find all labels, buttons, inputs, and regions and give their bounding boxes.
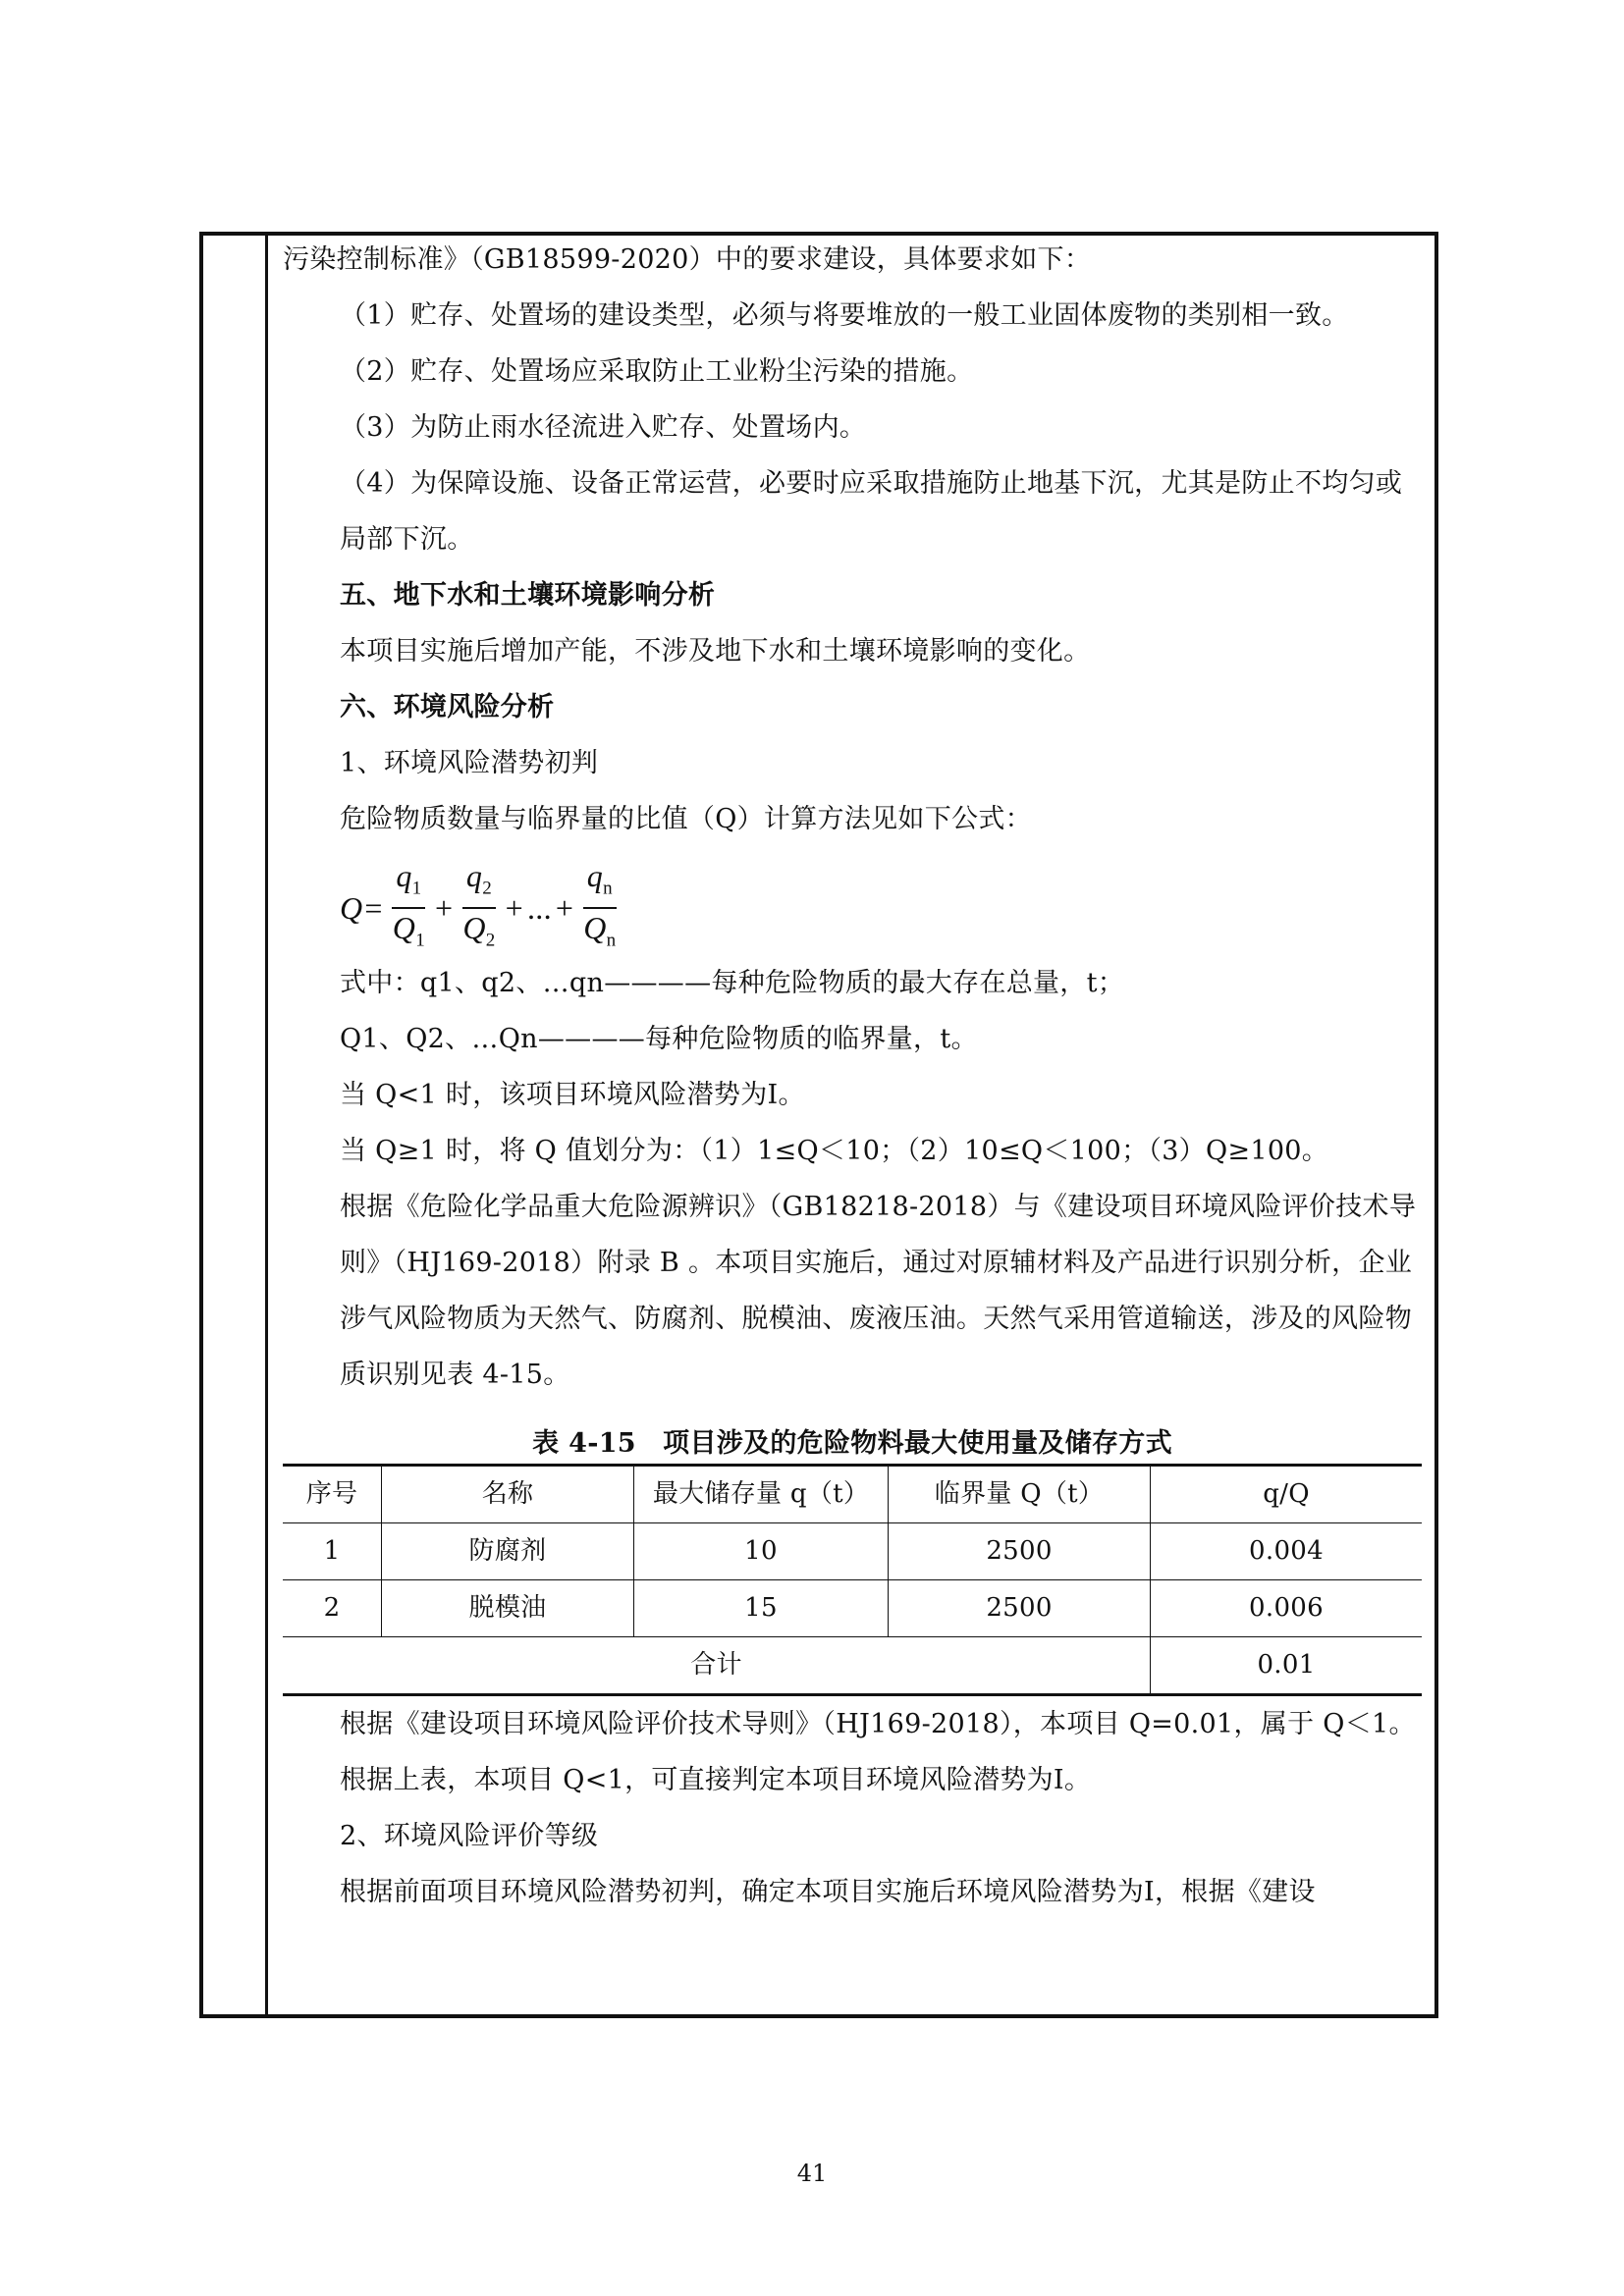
q-formula [283, 847, 1422, 955]
table-cell: 脱模油 [382, 1580, 634, 1637]
paragraph: 本项目实施后增加产能，不涉及地下水和土壤环境影响的变化。 [340, 636, 1091, 667]
table-cell: 10 [634, 1523, 889, 1580]
paragraph: 根据《危险化学品重大危险源辨识》（GB18218-2018）与《建设项目环境风险评价技术导则》（HJ169-2018）附录 B 。本项目实施后，通过对原辅材料及产品进行识别分析，企业涉气风险物质为天然气、防腐剂、脱模油、废液压油。天然气采用管道输送，涉及的风险物质识别见表 4-15。 [340, 1192, 1417, 1390]
paragraph: 当 Q≥1 时，将 Q 值划分为：（1）1≤Q＜10；（2）10≤Q＜100；（3）Q≥100。 [340, 1136, 1329, 1166]
formula-subscript: n [603, 878, 613, 899]
formula-subscript: 2 [482, 878, 493, 899]
formula-plus: + [555, 889, 574, 926]
column-header: q/Q [1151, 1466, 1423, 1523]
table-cell: 1 [283, 1523, 382, 1580]
table-cell: 0.006 [1151, 1580, 1423, 1637]
paragraph: 根据上表，本项目 Q<1，可直接判定本项目环境风险潜势为Ⅰ。 [340, 1765, 1092, 1795]
formula-plus: + [505, 889, 523, 926]
paragraph: 当 Q<1 时，该项目环境风险潜势为Ⅰ。 [340, 1080, 805, 1110]
paragraph: 污染控制标准》（GB18599-2020）中的要求建设，具体要求如下： [283, 244, 1092, 275]
requirement-4: （4）为保障设施、设备正常运营，必要时应采取措施防止地基下沉，尤其是防止不均匀或局部下沉。 [340, 468, 1403, 555]
table-cell: 2500 [889, 1580, 1151, 1637]
formula-fraction-n [579, 857, 620, 960]
table-cell: 防腐剂 [382, 1523, 634, 1580]
formula-legend-Q: Q1、Q2、…Qn————每种危险物质的临界量，t。 [340, 1024, 978, 1054]
requirement-1: （1）贮存、处置场的建设类型，必须与将要堆放的一般工业固体废物的类别相一致。 [340, 300, 1349, 331]
formula-denominator: Q [462, 910, 486, 946]
table-total-row [283, 1637, 1422, 1695]
formula-fraction-1 [389, 857, 429, 960]
table-cell: 0.004 [1151, 1523, 1423, 1580]
table-cell: 2500 [889, 1523, 1151, 1580]
formula-lhs: Q [340, 889, 363, 926]
page-number: 41 [796, 2160, 828, 2187]
table-caption: 表 4-15 项目涉及的危险物料最大使用量及储存方式 [532, 1428, 1172, 1459]
formula-fraction-2 [459, 857, 499, 960]
table-row [283, 1580, 1422, 1637]
formula-denominator: Q [392, 910, 416, 946]
column-header: 最大储存量 q（t） [634, 1466, 889, 1523]
formula-legend-q: 式中：q1、q2、…qn————每种危险物质的最大存在总量，t； [340, 968, 1125, 998]
column-header: 名称 [382, 1466, 634, 1523]
paragraph: 根据《建设项目环境风险评价技术导则》（HJ169-2018），本项目 Q=0.01，属于 Q＜1。 [340, 1709, 1416, 1739]
hazard-table [283, 1464, 1422, 1696]
section-heading-groundwater: 五、地下水和土壤环境影响分析 [340, 580, 716, 611]
subheading-risk-level: 2、环境风险评价等级 [340, 1821, 599, 1851]
requirement-3: （3）为防止雨水径流进入贮存、处置场内。 [340, 412, 867, 443]
formula-subscript: 1 [415, 930, 426, 951]
frame-divider [265, 232, 268, 2018]
formula-subscript: 1 [411, 878, 422, 899]
table-cell: 2 [283, 1580, 382, 1637]
column-header: 临界量 Q（t） [889, 1466, 1151, 1523]
formula-numerator: q [396, 858, 412, 893]
requirement-2: （2）贮存、处置场应采取防止工业粉尘污染的措施。 [340, 356, 974, 387]
formula-ellipsis: ... [526, 889, 552, 926]
paragraph: 危险物质数量与临界量的比值（Q）计算方法见如下公式： [340, 804, 1032, 834]
section-heading-risk: 六、环境风险分析 [340, 692, 555, 722]
formula-subscript: n [606, 930, 617, 951]
column-header: 序号 [283, 1466, 382, 1523]
formula-plus: + [435, 889, 454, 926]
subheading-risk-potential: 1、环境风险潜势初判 [340, 748, 599, 778]
total-value: 0.01 [1151, 1637, 1423, 1695]
formula-subscript: 2 [485, 930, 496, 951]
formula-numerator: q [586, 858, 604, 893]
formula-denominator: Q [583, 910, 607, 946]
total-label: 合计 [283, 1637, 1151, 1695]
table-cell: 15 [634, 1580, 889, 1637]
paragraph: 根据前面项目环境风险潜势初判，确定本项目实施后环境风险潜势为Ⅰ，根据《建设 [340, 1877, 1316, 1907]
page-content [283, 232, 1422, 1920]
table-row [283, 1523, 1422, 1580]
table-header-row [283, 1466, 1422, 1523]
formula-numerator: q [465, 858, 483, 893]
formula-equals: = [364, 889, 383, 926]
